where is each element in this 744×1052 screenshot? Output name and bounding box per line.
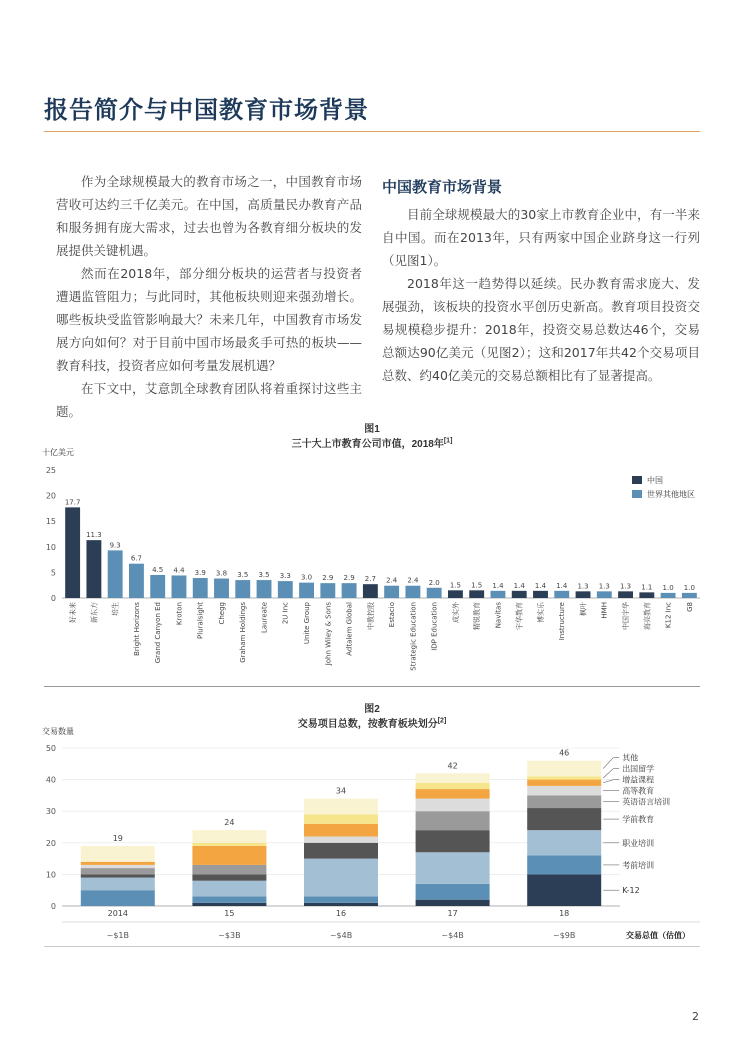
figure-note: [2]: [437, 717, 447, 725]
data-label: 2.7: [364, 575, 376, 584]
data-label: 3.8: [215, 569, 228, 578]
legend-label: 高等教育: [622, 786, 655, 796]
x-tick-label: 新东方: [90, 602, 99, 623]
x-tick-label: 2014: [107, 909, 128, 918]
total-label: 19: [112, 833, 123, 843]
stacked-segment: [304, 897, 378, 903]
data-label: 4.5: [152, 565, 164, 574]
x-tick-label: 精锐教育: [473, 602, 482, 630]
x-tick-label: Grand Canyon Ed: [154, 602, 163, 664]
legend-leader: [603, 780, 613, 783]
bar: [427, 588, 442, 598]
figure-label: 图2: [364, 704, 380, 715]
total-label: 34: [335, 786, 347, 796]
x-tick-label: 枫叶: [579, 602, 588, 616]
page-title: 报告简介与中国教育市场背景: [44, 96, 369, 124]
bar: [554, 591, 569, 598]
data-label: 1.4: [556, 581, 568, 590]
legend-label: 增益课程: [622, 775, 655, 785]
stacked-segment: [81, 890, 155, 906]
stacked-segment: [416, 799, 490, 812]
stacked-segment: [192, 846, 266, 865]
data-label: 2.4: [386, 576, 398, 585]
x-tick-label: Adtalem Global: [345, 602, 354, 656]
left-column: [56, 170, 362, 423]
data-label: 3.0: [300, 573, 313, 582]
y-tick-label: 10: [45, 542, 56, 552]
y-tick-label: 20: [45, 491, 56, 501]
y-tick-label: 25: [45, 466, 56, 475]
stacked-segment: [81, 865, 155, 868]
stacked-segment: [527, 780, 601, 786]
paragraph: 2018年这一趋势得以延续。民办教育需求庞大、发展强劲，该板块的投资水平创历史新高。教育项目投资交易规模稳步提升：2018年，投资交易总数达46个，交易总额达90亿美元（见图2）；这和2017年共42个交易项目总数、约40亿美元的交易总额相比有了显著提高。: [382, 276, 700, 383]
x-tick-label: 15: [224, 909, 235, 918]
y-tick-label: 50: [45, 744, 56, 753]
stacked-segment: [304, 824, 378, 837]
stacked-segment: [304, 843, 378, 859]
stacked-segment: [304, 836, 378, 842]
x-tick-label: 中国宇华: [622, 602, 631, 630]
x-tick-label: 成实外: [451, 602, 460, 623]
x-tick-label: Unite Group: [303, 602, 312, 645]
deal-value-label: ~$3B: [218, 931, 241, 940]
bar: [469, 590, 484, 598]
x-tick-label: 博实乐: [536, 602, 545, 623]
stacked-segment: [527, 808, 601, 830]
bar: [576, 591, 591, 598]
data-label: 2.9: [343, 574, 355, 583]
legend-label: 学前教育: [622, 815, 655, 825]
figure-note: [1]: [443, 437, 453, 445]
data-label: 1.3: [598, 582, 610, 591]
figure-bottom-divider: [44, 946, 700, 947]
stacked-segment: [192, 897, 266, 903]
figure-label: 图1: [364, 424, 380, 435]
bar: [86, 540, 101, 598]
bar: [214, 579, 229, 598]
x-tick-label: HMH: [600, 602, 609, 619]
total-label: 24: [224, 818, 235, 828]
data-label: 1.5: [471, 581, 483, 590]
bar: [491, 591, 506, 598]
data-label: 1.1: [641, 583, 653, 592]
x-tick-label: Graham Holdings: [239, 602, 248, 663]
data-label: 4.4: [173, 566, 185, 575]
stacked-segment: [527, 830, 601, 855]
deal-value-title: 交易总值（估值）: [626, 931, 690, 940]
stacked-segment: [81, 862, 155, 865]
stacked-segment: [81, 874, 155, 877]
title-divider: [44, 131, 700, 132]
legend-leader: [603, 769, 613, 778]
bar: [129, 564, 144, 598]
x-tick-label: Chegg: [217, 602, 226, 625]
data-label: 3.5: [237, 571, 249, 580]
y-tick-label: 10: [45, 870, 56, 880]
page-number: 2: [692, 1010, 699, 1023]
data-label: 1.5: [449, 581, 462, 590]
x-tick-label: 2U Inc: [281, 602, 290, 625]
right-column: [382, 176, 700, 387]
paragraph: 然而在2018年，部分细分板块的运营者与投资者遭遇监管阻力；与此同时，其他板块则迎来强劲增长。哪些板块受监管影响最大？未来几年，中国教育市场发展方向如何？对于目前中国市场最炙手可热的板块——教育科技，投资者应如何考量发展机遇？: [56, 266, 362, 373]
y-tick-label: 0: [50, 594, 56, 603]
stacked-segment: [192, 874, 266, 880]
x-tick-label: Kroton: [175, 602, 184, 626]
data-label: 17.7: [64, 498, 81, 507]
bar: [384, 586, 399, 598]
legend-label: 中国: [647, 476, 663, 485]
figure-2-chart: [40, 726, 704, 946]
x-tick-label: 中教控股: [366, 602, 375, 630]
legend-label: 世界其他地区: [647, 490, 695, 499]
paragraph: 作为全球规模最大的教育市场之一，中国教育市场营收可达约三千亿美元。在中国，高质量民办教育产品和服务拥有庞大需求，过去也曾为各教育细分板块的发展提供关键机遇。: [56, 174, 362, 258]
x-tick-label: Estacio: [388, 602, 397, 628]
bar: [278, 581, 293, 598]
deal-value-label: ~$9B: [553, 931, 576, 940]
stacked-segment: [304, 814, 378, 823]
stacked-segment: [416, 773, 490, 782]
x-tick-label: 好未来: [69, 602, 78, 623]
bar: [512, 591, 527, 598]
stacked-segment: [81, 868, 155, 874]
bar: [597, 591, 612, 598]
data-label: 2.0: [428, 578, 440, 587]
legend-swatch: [632, 476, 642, 484]
bar: [661, 593, 676, 598]
bar: [150, 575, 165, 598]
x-tick-label: John Wiley & Sons: [324, 602, 333, 666]
data-label: 3.9: [194, 569, 206, 578]
legend-label: K-12: [622, 886, 640, 896]
legend-leader: [603, 758, 613, 769]
x-tick-label: Laureate: [260, 602, 269, 633]
figure-divider: [44, 686, 700, 687]
figure-title-text: 交易项目总数，按教育板块划分: [297, 719, 438, 730]
bar: [618, 591, 633, 598]
y-tick-label: 30: [45, 807, 56, 817]
bar: [257, 580, 272, 598]
figure-title-text: 三十大上市教育公司市值，2018年: [291, 439, 444, 450]
bar: [65, 507, 80, 598]
stacked-segment: [527, 761, 601, 777]
legend-label: 英语语言培训: [622, 797, 671, 807]
bar: [108, 550, 123, 598]
stacked-segment: [192, 881, 266, 897]
legend-label: 其他: [622, 753, 639, 763]
stacked-segment: [304, 903, 378, 906]
data-label: 1.0: [662, 583, 674, 592]
legend-label: 考前培训: [622, 860, 655, 870]
y-tick-label: 0: [50, 902, 56, 911]
bar: [172, 575, 187, 598]
stacked-segment: [527, 786, 601, 795]
x-tick-label: Strategic Education: [409, 602, 418, 671]
data-label: 6.7: [130, 554, 143, 563]
deal-value-label: ~$4B: [329, 931, 353, 940]
x-tick-label: K12 Inc: [664, 602, 673, 629]
x-tick-label: 培生: [111, 602, 120, 616]
data-label: 2.9: [322, 574, 334, 583]
bar: [639, 592, 654, 598]
x-tick-label: 18: [559, 909, 570, 918]
data-label: 1.3: [577, 582, 589, 591]
bar: [320, 583, 335, 598]
data-label: 9.3: [109, 541, 121, 550]
bar: [235, 580, 250, 598]
total-label: 46: [559, 748, 570, 758]
stacked-segment: [527, 874, 601, 906]
stacked-segment: [527, 855, 601, 874]
legend-label: 职业培训: [622, 838, 655, 848]
legend-swatch: [632, 490, 642, 498]
bar: [363, 584, 378, 598]
data-label: 1.4: [534, 581, 547, 590]
x-tick-label: Pluralsight: [196, 602, 205, 639]
stacked-segment: [192, 843, 266, 846]
x-tick-label: IDP Education: [430, 602, 439, 651]
stacked-segment: [416, 900, 490, 906]
stacked-segment: [192, 865, 266, 874]
paragraph: 在下文中，艾意凯全球教育团队将着重探讨这些主题。: [56, 381, 362, 419]
stacked-segment: [416, 884, 490, 900]
y-axis-title: 十亿美元: [42, 448, 74, 457]
x-tick-label: 17: [447, 909, 458, 918]
stacked-segment: [527, 795, 601, 808]
data-label: 3.3: [279, 572, 291, 581]
section-heading: 中国教育市场背景: [382, 178, 503, 196]
bar: [193, 578, 208, 598]
stacked-segment: [416, 830, 490, 852]
x-tick-label: Bright Horizons: [132, 602, 141, 656]
stacked-segment: [416, 783, 490, 789]
stacked-segment: [527, 776, 601, 779]
bar: [682, 593, 697, 598]
stacked-segment: [192, 830, 266, 843]
figure-1-chart: [40, 446, 704, 678]
data-label: 1.3: [619, 582, 632, 591]
data-label: 11.3: [86, 531, 102, 540]
paragraph: 目前全球规模最大的30家上市教育企业中，有一半来自中国。而在2013年，只有两家中国企业跻身这一行列（见图1）。: [382, 207, 700, 268]
stacked-segment: [416, 789, 490, 798]
y-tick-label: 15: [45, 517, 56, 527]
stacked-segment: [416, 852, 490, 884]
stacked-segment: [416, 811, 490, 830]
stacked-segment: [192, 903, 266, 906]
bar: [405, 586, 420, 598]
data-label: 1.4: [513, 581, 525, 590]
x-tick-label: 宇华教育: [515, 602, 524, 630]
y-tick-label: 40: [45, 775, 56, 785]
stacked-segment: [81, 846, 155, 862]
data-label: 1.0: [683, 583, 695, 592]
data-label: 1.4: [492, 581, 504, 590]
total-label: 42: [447, 761, 458, 771]
stacked-segment: [304, 859, 378, 897]
y-axis-title: 交易数量: [42, 727, 74, 736]
x-tick-label: 16: [335, 909, 347, 918]
bar: [448, 590, 463, 598]
x-tick-label: Instructure: [558, 602, 567, 641]
data-label: 3.5: [258, 571, 270, 580]
deal-value-label: ~$1B: [106, 931, 129, 940]
stacked-segment: [81, 878, 155, 891]
deal-value-label: ~$4B: [441, 931, 464, 940]
legend-label: 出国留学: [622, 764, 655, 774]
x-tick-label: Navitas: [494, 602, 503, 629]
data-label: 2.4: [407, 576, 419, 585]
y-tick-label: 5: [50, 568, 56, 578]
bar: [533, 591, 548, 598]
x-tick-label: G8: [685, 602, 694, 612]
x-tick-label: 海亮教育: [643, 602, 652, 630]
y-tick-label: 20: [45, 838, 56, 848]
stacked-segment: [304, 799, 378, 815]
bar: [342, 583, 357, 598]
bar: [299, 583, 314, 598]
